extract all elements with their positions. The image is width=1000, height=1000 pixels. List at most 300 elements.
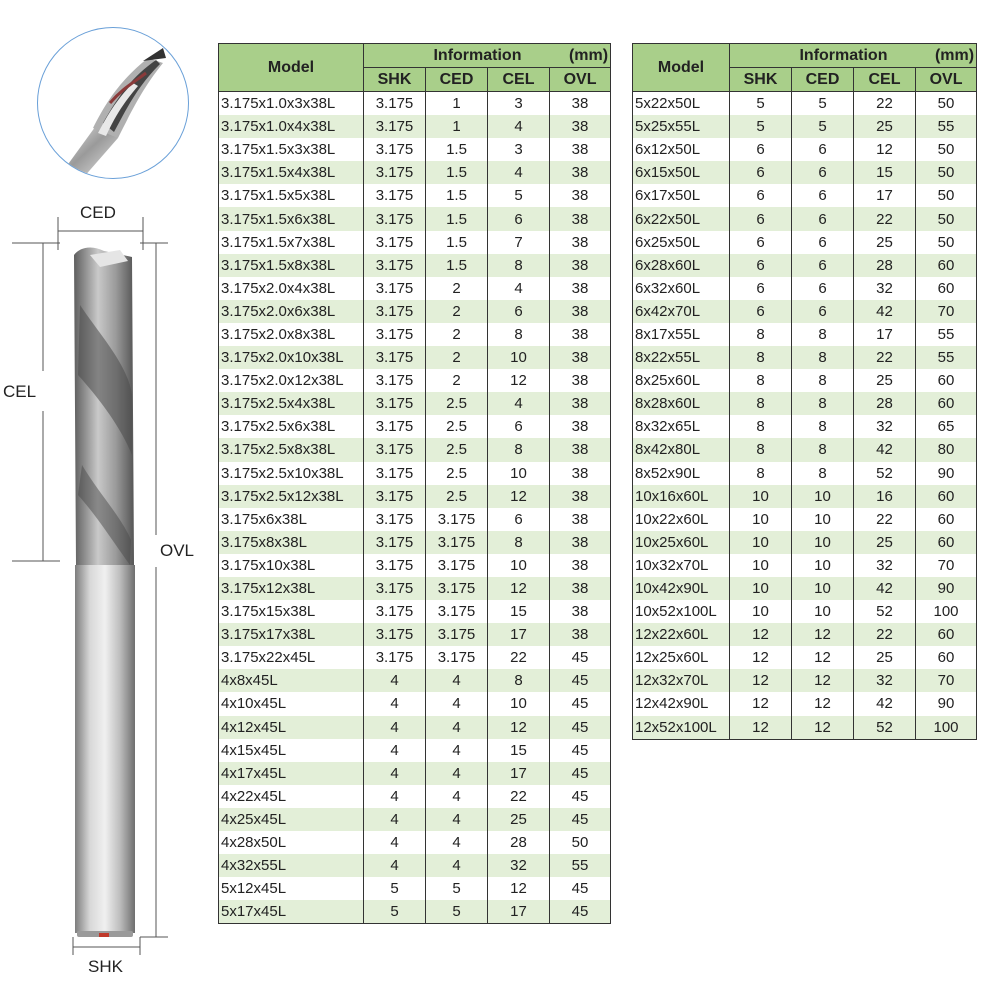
model-cell: 3.175x22x45L bbox=[219, 646, 364, 669]
ovl-cell: 45 bbox=[550, 669, 611, 692]
model-cell: 3.175x2.5x4x38L bbox=[219, 392, 364, 415]
shk-cell: 5 bbox=[730, 115, 792, 138]
table-row bbox=[219, 554, 611, 577]
model-cell: 8x17x55L bbox=[633, 323, 730, 346]
cel-cell: 25 bbox=[854, 231, 916, 254]
shk-cell: 8 bbox=[730, 415, 792, 438]
cel-cell: 10 bbox=[488, 462, 550, 485]
cel-cell: 42 bbox=[854, 692, 916, 715]
model-cell: 3.175x15x38L bbox=[219, 600, 364, 623]
ovl-cell: 50 bbox=[916, 138, 977, 161]
model-cell: 6x42x70L bbox=[633, 300, 730, 323]
ovl-cell: 45 bbox=[550, 646, 611, 669]
ovl-cell: 38 bbox=[550, 161, 611, 184]
model-cell: 6x15x50L bbox=[633, 161, 730, 184]
ced-cell: 1 bbox=[426, 92, 488, 116]
model-cell: 6x12x50L bbox=[633, 138, 730, 161]
shk-cell: 12 bbox=[730, 692, 792, 715]
shk-cell: 8 bbox=[730, 438, 792, 461]
table-row bbox=[219, 254, 611, 277]
shk-cell: 3.175 bbox=[364, 161, 426, 184]
model-cell: 3.175x1.5x7x38L bbox=[219, 231, 364, 254]
ovl-cell: 50 bbox=[916, 231, 977, 254]
ced-cell: 10 bbox=[792, 485, 854, 508]
shk-cell: 3.175 bbox=[364, 577, 426, 600]
cel-cell: 3 bbox=[488, 92, 550, 116]
model-cell: 3.175x2.0x10x38L bbox=[219, 346, 364, 369]
cel-cell: 4 bbox=[488, 277, 550, 300]
cel-cell: 15 bbox=[488, 600, 550, 623]
cel-cell: 28 bbox=[854, 392, 916, 415]
table-row bbox=[633, 207, 977, 230]
cel-cell: 4 bbox=[488, 161, 550, 184]
shk-cell: 6 bbox=[730, 138, 792, 161]
model-cell: 10x25x60L bbox=[633, 531, 730, 554]
ced-cell: 6 bbox=[792, 277, 854, 300]
model-cell: 5x22x50L bbox=[633, 92, 730, 116]
ced-cell: 8 bbox=[792, 323, 854, 346]
table-row bbox=[633, 138, 977, 161]
shk-cell: 8 bbox=[730, 392, 792, 415]
ovl-cell: 60 bbox=[916, 531, 977, 554]
table-row bbox=[219, 485, 611, 508]
cel-cell: 25 bbox=[854, 531, 916, 554]
ovl-cell: 45 bbox=[550, 762, 611, 785]
model-cell: 10x52x100L bbox=[633, 600, 730, 623]
cel-cell: 10 bbox=[488, 554, 550, 577]
cel-cell: 22 bbox=[854, 508, 916, 531]
table-row bbox=[219, 531, 611, 554]
model-cell: 6x32x60L bbox=[633, 277, 730, 300]
cel-cell: 42 bbox=[854, 438, 916, 461]
cel-cell: 17 bbox=[488, 900, 550, 924]
ovl-cell: 45 bbox=[550, 877, 611, 900]
table-row bbox=[633, 254, 977, 277]
cel-cell: 32 bbox=[488, 854, 550, 877]
table-row bbox=[219, 508, 611, 531]
ced-cell: 2.5 bbox=[426, 392, 488, 415]
ced-cell: 10 bbox=[792, 508, 854, 531]
shk-cell: 5 bbox=[364, 877, 426, 900]
ovl-cell: 60 bbox=[916, 392, 977, 415]
shk-cell: 4 bbox=[364, 762, 426, 785]
shk-cell: 3.175 bbox=[364, 415, 426, 438]
cel-cell: 28 bbox=[854, 254, 916, 277]
cel-cell: 6 bbox=[488, 207, 550, 230]
ced-cell: 12 bbox=[792, 692, 854, 715]
ced-cell: 8 bbox=[792, 346, 854, 369]
shk-cell: 3.175 bbox=[364, 184, 426, 207]
ced-cell: 12 bbox=[792, 623, 854, 646]
ovl-cell: 45 bbox=[550, 900, 611, 924]
model-cell: 3.175x1.5x8x38L bbox=[219, 254, 364, 277]
model-cell: 8x25x60L bbox=[633, 369, 730, 392]
ced-cell: 8 bbox=[792, 392, 854, 415]
ovl-cell: 60 bbox=[916, 646, 977, 669]
ced-cell: 3.175 bbox=[426, 508, 488, 531]
ced-cell: 5 bbox=[792, 92, 854, 116]
model-cell: 12x52x100L bbox=[633, 716, 730, 740]
table-row bbox=[219, 854, 611, 877]
table-row bbox=[633, 184, 977, 207]
ovl-cell: 45 bbox=[550, 716, 611, 739]
ovl-cell: 100 bbox=[916, 716, 977, 740]
shk-cell: 3.175 bbox=[364, 508, 426, 531]
cel-cell: 10 bbox=[488, 692, 550, 715]
ovl-cell: 60 bbox=[916, 485, 977, 508]
shk-cell: 4 bbox=[364, 669, 426, 692]
table-row bbox=[219, 762, 611, 785]
ovl-cell: 50 bbox=[916, 92, 977, 116]
ovl-header: OVL bbox=[916, 68, 977, 92]
ovl-cell: 38 bbox=[550, 184, 611, 207]
model-cell: 6x25x50L bbox=[633, 231, 730, 254]
ced-cell: 2.5 bbox=[426, 438, 488, 461]
ced-cell: 2.5 bbox=[426, 485, 488, 508]
ced-cell: 3.175 bbox=[426, 531, 488, 554]
cel-cell: 6 bbox=[488, 415, 550, 438]
ced-cell: 5 bbox=[426, 877, 488, 900]
table-row bbox=[219, 623, 611, 646]
shk-cell: 8 bbox=[730, 462, 792, 485]
ovl-cell: 38 bbox=[550, 138, 611, 161]
ced-cell: 6 bbox=[792, 161, 854, 184]
model-cell: 8x52x90L bbox=[633, 462, 730, 485]
ced-header: CED bbox=[426, 68, 488, 92]
model-cell: 3.175x1.5x6x38L bbox=[219, 207, 364, 230]
ced-cell: 6 bbox=[792, 254, 854, 277]
shk-cell: 3.175 bbox=[364, 369, 426, 392]
cel-cell: 22 bbox=[854, 623, 916, 646]
cel-cell: 3 bbox=[488, 138, 550, 161]
model-cell: 8x42x80L bbox=[633, 438, 730, 461]
model-cell: 12x32x70L bbox=[633, 669, 730, 692]
shk-cell: 3.175 bbox=[364, 438, 426, 461]
ovl-cell: 60 bbox=[916, 508, 977, 531]
ovl-cell: 38 bbox=[550, 485, 611, 508]
table-row bbox=[219, 600, 611, 623]
model-cell: 8x22x55L bbox=[633, 346, 730, 369]
cel-cell: 25 bbox=[854, 646, 916, 669]
table-row bbox=[219, 900, 611, 924]
model-cell: 12x25x60L bbox=[633, 646, 730, 669]
ovl-cell: 50 bbox=[550, 831, 611, 854]
table-row bbox=[219, 877, 611, 900]
cel-cell: 28 bbox=[488, 831, 550, 854]
cel-cell: 17 bbox=[488, 623, 550, 646]
table-row bbox=[633, 277, 977, 300]
model-cell: 4x22x45L bbox=[219, 785, 364, 808]
model-cell: 12x42x90L bbox=[633, 692, 730, 715]
cel-cell: 17 bbox=[854, 184, 916, 207]
model-cell: 3.175x2.0x4x38L bbox=[219, 277, 364, 300]
table-row bbox=[219, 392, 611, 415]
ced-cell: 1 bbox=[426, 115, 488, 138]
ced-cell: 6 bbox=[792, 300, 854, 323]
table-row bbox=[633, 508, 977, 531]
ced-cell: 2 bbox=[426, 323, 488, 346]
model-cell: 10x16x60L bbox=[633, 485, 730, 508]
model-cell: 6x28x60L bbox=[633, 254, 730, 277]
ced-cell: 8 bbox=[792, 415, 854, 438]
spec-table-left bbox=[218, 43, 611, 924]
ced-cell: 8 bbox=[792, 369, 854, 392]
ovl-cell: 38 bbox=[550, 277, 611, 300]
cel-cell: 32 bbox=[854, 277, 916, 300]
model-header: Model bbox=[633, 44, 730, 92]
table-row bbox=[219, 184, 611, 207]
table-row bbox=[633, 323, 977, 346]
table-row bbox=[633, 462, 977, 485]
table-row bbox=[219, 577, 611, 600]
table-row bbox=[633, 161, 977, 184]
cel-cell: 52 bbox=[854, 716, 916, 740]
model-cell: 4x10x45L bbox=[219, 692, 364, 715]
model-cell: 3.175x8x38L bbox=[219, 531, 364, 554]
shk-cell: 6 bbox=[730, 161, 792, 184]
ovl-header: OVL bbox=[550, 68, 611, 92]
table-row bbox=[219, 138, 611, 161]
ovl-cell: 38 bbox=[550, 254, 611, 277]
shk-cell: 12 bbox=[730, 623, 792, 646]
ced-cell: 12 bbox=[792, 716, 854, 740]
ced-cell: 5 bbox=[792, 115, 854, 138]
shk-cell: 3.175 bbox=[364, 231, 426, 254]
ced-cell: 2.5 bbox=[426, 462, 488, 485]
table-row bbox=[219, 438, 611, 461]
ovl-cell: 90 bbox=[916, 462, 977, 485]
shk-cell: 6 bbox=[730, 277, 792, 300]
ovl-cell: 38 bbox=[550, 531, 611, 554]
cel-cell: 42 bbox=[854, 577, 916, 600]
table-row bbox=[219, 669, 611, 692]
ced-cell: 2 bbox=[426, 300, 488, 323]
table-row bbox=[633, 600, 977, 623]
shk-cell: 8 bbox=[730, 323, 792, 346]
ced-header: CED bbox=[792, 68, 854, 92]
table-row bbox=[219, 415, 611, 438]
model-cell: 3.175x17x38L bbox=[219, 623, 364, 646]
shk-cell: 4 bbox=[364, 854, 426, 877]
shk-cell: 12 bbox=[730, 669, 792, 692]
table-row bbox=[219, 739, 611, 762]
shk-cell: 4 bbox=[364, 808, 426, 831]
ovl-cell: 45 bbox=[550, 739, 611, 762]
cel-cell: 15 bbox=[854, 161, 916, 184]
unit-label: (mm) bbox=[568, 47, 609, 64]
ovl-cell: 38 bbox=[550, 323, 611, 346]
model-cell: 3.175x1.0x3x38L bbox=[219, 92, 364, 116]
cel-cell: 12 bbox=[488, 369, 550, 392]
ced-cell: 4 bbox=[426, 808, 488, 831]
shk-cell: 6 bbox=[730, 184, 792, 207]
shk-cell: 3.175 bbox=[364, 115, 426, 138]
shk-cell: 12 bbox=[730, 646, 792, 669]
table-row bbox=[219, 115, 611, 138]
model-cell: 3.175x1.5x4x38L bbox=[219, 161, 364, 184]
table-row bbox=[633, 392, 977, 415]
table-row bbox=[219, 207, 611, 230]
ced-cell: 3.175 bbox=[426, 600, 488, 623]
cel-cell: 5 bbox=[488, 184, 550, 207]
shk-header: SHK bbox=[730, 68, 792, 92]
ovl-cell: 90 bbox=[916, 692, 977, 715]
shk-cell: 5 bbox=[730, 92, 792, 116]
ovl-cell: 50 bbox=[916, 184, 977, 207]
ovl-cell: 55 bbox=[916, 323, 977, 346]
cel-cell: 8 bbox=[488, 438, 550, 461]
cel-cell: 8 bbox=[488, 531, 550, 554]
cel-header: CEL bbox=[488, 68, 550, 92]
ced-cell: 8 bbox=[792, 462, 854, 485]
shk-cell: 3.175 bbox=[364, 554, 426, 577]
shk-cell: 6 bbox=[730, 300, 792, 323]
ced-cell: 4 bbox=[426, 716, 488, 739]
ovl-cell: 38 bbox=[550, 462, 611, 485]
table-row bbox=[633, 554, 977, 577]
shk-cell: 10 bbox=[730, 554, 792, 577]
tool-closeup-photo bbox=[37, 27, 189, 179]
model-cell: 4x32x55L bbox=[219, 854, 364, 877]
cel-cell: 52 bbox=[854, 600, 916, 623]
ovl-cell: 38 bbox=[550, 231, 611, 254]
cel-cell: 12 bbox=[488, 485, 550, 508]
model-cell: 10x22x60L bbox=[633, 508, 730, 531]
unit-label: (mm) bbox=[934, 47, 975, 64]
ced-cell: 1.5 bbox=[426, 138, 488, 161]
cel-cell: 12 bbox=[488, 716, 550, 739]
model-cell: 4x25x45L bbox=[219, 808, 364, 831]
shk-cell: 6 bbox=[730, 231, 792, 254]
cel-cell: 4 bbox=[488, 115, 550, 138]
table-row bbox=[633, 623, 977, 646]
shk-cell: 3.175 bbox=[364, 646, 426, 669]
cel-cell: 8 bbox=[488, 669, 550, 692]
ced-cell: 4 bbox=[426, 762, 488, 785]
shk-cell: 3.175 bbox=[364, 462, 426, 485]
model-cell: 4x12x45L bbox=[219, 716, 364, 739]
ced-cell: 4 bbox=[426, 854, 488, 877]
ced-cell: 4 bbox=[426, 739, 488, 762]
ovl-cell: 60 bbox=[916, 254, 977, 277]
cel-cell: 52 bbox=[854, 462, 916, 485]
model-cell: 3.175x10x38L bbox=[219, 554, 364, 577]
model-cell: 5x12x45L bbox=[219, 877, 364, 900]
end-mill-dimension-diagram bbox=[0, 195, 215, 995]
ovl-cell: 38 bbox=[550, 346, 611, 369]
ovl-cell: 70 bbox=[916, 669, 977, 692]
cel-cell: 17 bbox=[854, 323, 916, 346]
cel-cell: 22 bbox=[854, 346, 916, 369]
model-cell: 3.175x2.5x10x38L bbox=[219, 462, 364, 485]
table-row bbox=[633, 231, 977, 254]
model-cell: 3.175x6x38L bbox=[219, 508, 364, 531]
table-row bbox=[633, 300, 977, 323]
table-row bbox=[219, 300, 611, 323]
table-row bbox=[219, 646, 611, 669]
ced-cell: 10 bbox=[792, 531, 854, 554]
model-cell: 3.175x2.0x12x38L bbox=[219, 369, 364, 392]
cel-cell: 12 bbox=[488, 577, 550, 600]
shk-cell: 3.175 bbox=[364, 138, 426, 161]
ced-cell: 4 bbox=[426, 785, 488, 808]
shk-cell: 4 bbox=[364, 785, 426, 808]
table-row bbox=[219, 161, 611, 184]
shk-cell: 12 bbox=[730, 716, 792, 740]
shk-cell: 5 bbox=[364, 900, 426, 924]
ovl-cell: 38 bbox=[550, 438, 611, 461]
shk-cell: 3.175 bbox=[364, 623, 426, 646]
ovl-cell: 38 bbox=[550, 623, 611, 646]
ced-cell: 1.5 bbox=[426, 254, 488, 277]
shk-cell: 10 bbox=[730, 531, 792, 554]
ovl-cell: 70 bbox=[916, 300, 977, 323]
cel-cell: 32 bbox=[854, 669, 916, 692]
model-cell: 5x25x55L bbox=[633, 115, 730, 138]
ovl-cell: 38 bbox=[550, 300, 611, 323]
shk-cell: 3.175 bbox=[364, 531, 426, 554]
ovl-cell: 38 bbox=[550, 508, 611, 531]
model-cell: 4x8x45L bbox=[219, 669, 364, 692]
cel-cell: 4 bbox=[488, 392, 550, 415]
table-row bbox=[633, 716, 977, 740]
table-row bbox=[633, 369, 977, 392]
model-cell: 3.175x12x38L bbox=[219, 577, 364, 600]
ced-cell: 2 bbox=[426, 346, 488, 369]
table-row bbox=[219, 323, 611, 346]
table-row bbox=[219, 785, 611, 808]
shk-cell: 6 bbox=[730, 254, 792, 277]
ovl-cell: 50 bbox=[916, 161, 977, 184]
ced-cell: 3.175 bbox=[426, 577, 488, 600]
ced-cell: 6 bbox=[792, 184, 854, 207]
table-row bbox=[219, 369, 611, 392]
ced-cell: 3.175 bbox=[426, 623, 488, 646]
ced-cell: 4 bbox=[426, 669, 488, 692]
shk-cell: 8 bbox=[730, 346, 792, 369]
ovl-cell: 38 bbox=[550, 392, 611, 415]
information-header: Information (mm) bbox=[364, 44, 611, 68]
shk-cell: 3.175 bbox=[364, 323, 426, 346]
table-row bbox=[219, 231, 611, 254]
ced-cell: 1.5 bbox=[426, 161, 488, 184]
ced-cell: 5 bbox=[426, 900, 488, 924]
table-row bbox=[219, 692, 611, 715]
ovl-cell: 65 bbox=[916, 415, 977, 438]
cel-cell: 32 bbox=[854, 415, 916, 438]
shk-cell: 3.175 bbox=[364, 392, 426, 415]
ced-cell: 12 bbox=[792, 646, 854, 669]
ovl-cell: 60 bbox=[916, 623, 977, 646]
ced-cell: 1.5 bbox=[426, 207, 488, 230]
cel-cell: 12 bbox=[854, 138, 916, 161]
ovl-cell: 60 bbox=[916, 277, 977, 300]
ovl-cell: 45 bbox=[550, 808, 611, 831]
cel-cell: 22 bbox=[854, 207, 916, 230]
ced-cell: 2.5 bbox=[426, 415, 488, 438]
shk-cell: 4 bbox=[364, 692, 426, 715]
shk-cell: 10 bbox=[730, 600, 792, 623]
shk-cell: 3.175 bbox=[364, 254, 426, 277]
model-cell: 3.175x1.5x5x38L bbox=[219, 184, 364, 207]
model-cell: 10x32x70L bbox=[633, 554, 730, 577]
model-cell: 6x17x50L bbox=[633, 184, 730, 207]
model-cell: 5x17x45L bbox=[219, 900, 364, 924]
table-row bbox=[633, 669, 977, 692]
table-row bbox=[219, 808, 611, 831]
table-row bbox=[633, 92, 977, 116]
ced-cell: 2 bbox=[426, 277, 488, 300]
